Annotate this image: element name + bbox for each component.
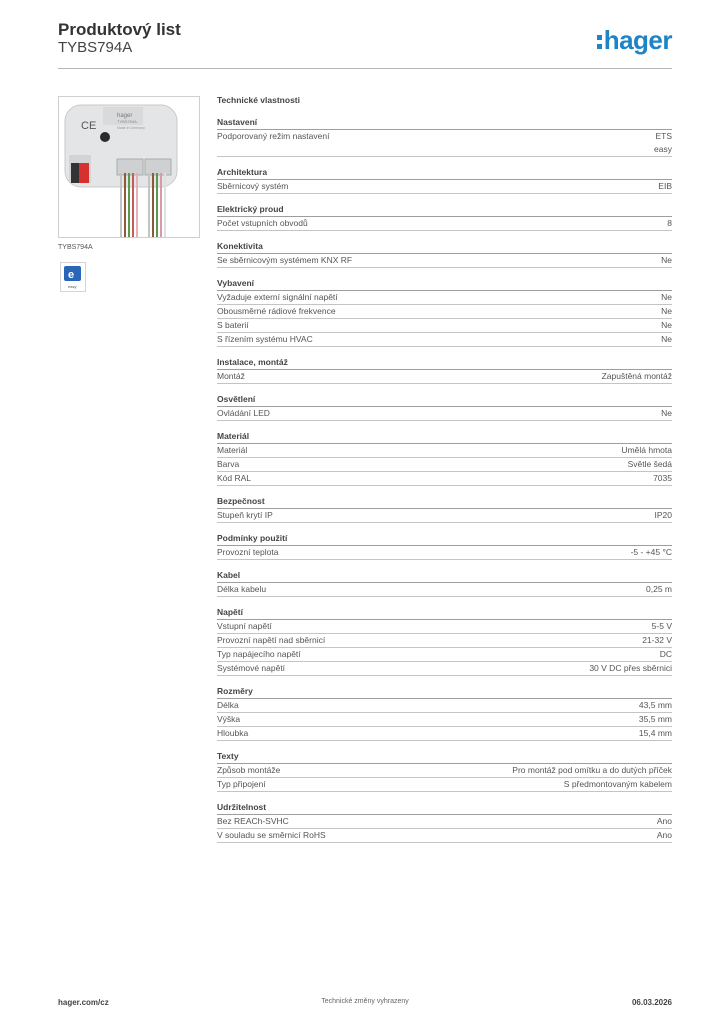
spec-row-label: Podporovaný režim nastavení bbox=[217, 131, 330, 141]
technical-specifications bbox=[217, 94, 672, 852]
page-footer bbox=[58, 998, 672, 1010]
header-divider bbox=[58, 68, 672, 69]
spec-row-label: Typ připojení bbox=[217, 779, 266, 789]
product-image bbox=[58, 96, 200, 238]
spec-group bbox=[217, 569, 672, 597]
logo-dots-icon bbox=[597, 35, 602, 49]
spec-row bbox=[217, 778, 672, 792]
spec-row-value: EIB bbox=[658, 181, 672, 191]
spec-groups bbox=[217, 116, 672, 843]
svg-text:e: e bbox=[68, 269, 75, 281]
footer-website-link[interactable]: hager.com/cz bbox=[58, 998, 109, 1007]
spec-row-value: Umělá hmota bbox=[621, 445, 672, 455]
spec-row-label: Stupeň krytí IP bbox=[217, 510, 273, 520]
spec-row-label: Hloubka bbox=[217, 728, 249, 738]
spec-row-value: 21-32 V bbox=[642, 635, 672, 645]
image-brand-text: hager bbox=[117, 113, 133, 119]
product-code-heading: TYBS794A bbox=[58, 39, 133, 56]
image-ce-text: CE bbox=[81, 120, 97, 132]
spec-title: Technické vlastnosti bbox=[217, 95, 300, 105]
spec-row bbox=[217, 407, 672, 421]
spec-row-label: Typ napájecího napětí bbox=[217, 649, 301, 659]
spec-row-label: Se sběrnicovým systémem KNX RF bbox=[217, 255, 353, 265]
spec-group bbox=[217, 356, 672, 384]
spec-row bbox=[217, 305, 672, 319]
spec-group-heading: Elektrický proud bbox=[217, 203, 672, 217]
spec-row-value: -5 - +45 °C bbox=[630, 547, 672, 557]
spec-group-heading: Rozměry bbox=[217, 685, 672, 699]
spec-row bbox=[217, 829, 672, 843]
document-title: Produktový list bbox=[58, 20, 181, 39]
spec-group bbox=[217, 532, 672, 560]
spec-row-value: Ano bbox=[656, 830, 672, 840]
spec-row bbox=[217, 634, 672, 648]
spec-row bbox=[217, 130, 672, 157]
spec-group bbox=[217, 750, 672, 792]
image-model-text: TYBS794A bbox=[117, 119, 137, 124]
spec-group bbox=[217, 166, 672, 194]
spec-row bbox=[217, 319, 672, 333]
spec-group-heading: Architektura bbox=[217, 166, 672, 180]
spec-row-value: DC bbox=[659, 649, 672, 659]
spec-row bbox=[217, 699, 672, 713]
spec-row-value: Ne bbox=[661, 306, 672, 316]
logo-text: hager bbox=[603, 25, 672, 55]
spec-row bbox=[217, 620, 672, 634]
spec-row-label: Montáž bbox=[217, 371, 245, 381]
spec-row-label: Výška bbox=[217, 714, 241, 724]
spec-row-label: Systémové napětí bbox=[217, 663, 286, 673]
spec-row bbox=[217, 509, 672, 523]
spec-group bbox=[217, 393, 672, 421]
spec-row-value: 30 V DC přes sběrnici bbox=[589, 663, 672, 673]
spec-group bbox=[217, 606, 672, 676]
spec-group bbox=[217, 240, 672, 268]
spec-row-value: IP20 bbox=[654, 510, 672, 520]
spec-row-label: Vstupní napětí bbox=[217, 621, 272, 631]
spec-row bbox=[217, 648, 672, 662]
spec-group bbox=[217, 685, 672, 741]
spec-row-label: Způsob montáže bbox=[217, 765, 281, 775]
spec-group-heading: Vybavení bbox=[217, 277, 672, 291]
spec-row-value: Pro montáž pod omítku a do dutých příček bbox=[512, 765, 672, 775]
image-made-text: Made in Germany bbox=[117, 126, 145, 130]
spec-group bbox=[217, 430, 672, 486]
spec-row bbox=[217, 370, 672, 384]
spec-row-label: Počet vstupních obvodů bbox=[217, 218, 308, 228]
spec-row-value: ETS easy bbox=[654, 131, 672, 154]
spec-group bbox=[217, 495, 672, 523]
spec-row bbox=[217, 472, 672, 486]
spec-row bbox=[217, 546, 672, 560]
spec-row-value: 43,5 mm bbox=[638, 700, 672, 710]
spec-row bbox=[217, 444, 672, 458]
spec-group-heading: Instalace, montáž bbox=[217, 356, 672, 370]
spec-row-label: Ovládání LED bbox=[217, 408, 270, 418]
spec-group-heading: Podmínky použití bbox=[217, 532, 672, 546]
spec-group bbox=[217, 116, 672, 157]
spec-row-label: S řízením systému HVAC bbox=[217, 334, 313, 344]
easy-logo-icon bbox=[61, 263, 85, 291]
spec-row-value: Ne bbox=[661, 408, 672, 418]
footer-notice: Technické změny vyhrazeny bbox=[321, 998, 409, 1005]
spec-group bbox=[217, 203, 672, 231]
spec-row bbox=[217, 217, 672, 231]
spec-row-value: 35,5 mm bbox=[638, 714, 672, 724]
spec-row bbox=[217, 291, 672, 305]
spec-row-label: V souladu se směrnicí RoHS bbox=[217, 830, 326, 840]
spec-row-label: Provozní teplota bbox=[217, 547, 279, 557]
spec-row bbox=[217, 583, 672, 597]
spec-row bbox=[217, 180, 672, 194]
easy-badge-text: easy bbox=[68, 284, 77, 289]
hager-logo bbox=[597, 26, 672, 54]
spec-row bbox=[217, 333, 672, 347]
spec-group-heading: Nastavení bbox=[217, 116, 672, 130]
spec-group bbox=[217, 277, 672, 347]
spec-row-value: 5-5 V bbox=[651, 621, 672, 631]
spec-row-label: Délka bbox=[217, 700, 239, 710]
spec-row bbox=[217, 458, 672, 472]
spec-row-label: Bez REACh-SVHC bbox=[217, 816, 289, 826]
spec-group-heading: Materiál bbox=[217, 430, 672, 444]
spec-row-label: Barva bbox=[217, 459, 240, 469]
spec-row bbox=[217, 662, 672, 676]
spec-group-heading: Texty bbox=[217, 750, 672, 764]
spec-group-heading: Udržitelnost bbox=[217, 801, 672, 815]
easy-badge bbox=[60, 262, 86, 292]
spec-row-value: Ne bbox=[661, 292, 672, 302]
spec-group-heading: Napětí bbox=[217, 606, 672, 620]
spec-row-label: Provozní napětí nad sběrnicí bbox=[217, 635, 326, 645]
spec-row-value: 8 bbox=[667, 218, 672, 228]
product-caption: TYBS794A bbox=[58, 244, 93, 251]
spec-row bbox=[217, 764, 672, 778]
spec-row bbox=[217, 727, 672, 741]
spec-row-value: Ne bbox=[661, 320, 672, 330]
page-header bbox=[58, 20, 672, 70]
spec-row-label: Obousměrné rádiové frekvence bbox=[217, 306, 336, 316]
product-photo-icon bbox=[59, 97, 199, 237]
spec-group-heading: Bezpečnost bbox=[217, 495, 672, 509]
spec-row-label: S baterií bbox=[217, 320, 249, 330]
spec-row-value: S předmontovaným kabelem bbox=[563, 779, 672, 789]
spec-row-label: Sběrnicový systém bbox=[217, 181, 289, 191]
footer-date: 06.03.2026 bbox=[631, 998, 672, 1007]
spec-row-value: Světle šedá bbox=[627, 459, 672, 469]
spec-row-label: Délka kabelu bbox=[217, 584, 267, 594]
spec-row-value: Ano bbox=[656, 816, 672, 826]
spec-row-value: 0,25 m bbox=[646, 584, 672, 594]
spec-row-label: Kód RAL bbox=[217, 473, 252, 483]
spec-row-value: Ne bbox=[661, 334, 672, 344]
spec-row-value: Zapuštěná montáž bbox=[601, 371, 672, 381]
spec-row-value: 7035 bbox=[653, 473, 672, 483]
spec-row-value: 15,4 mm bbox=[638, 728, 672, 738]
spec-group bbox=[217, 801, 672, 843]
spec-row-value: Ne bbox=[661, 255, 672, 265]
spec-row bbox=[217, 815, 672, 829]
spec-group-heading: Konektivita bbox=[217, 240, 672, 254]
spec-group-heading: Kabel bbox=[217, 569, 672, 583]
spec-row bbox=[217, 713, 672, 727]
spec-row-label: Materiál bbox=[217, 445, 248, 455]
spec-row-label: Vyžaduje externí signální napětí bbox=[217, 292, 338, 302]
spec-group-heading: Osvětlení bbox=[217, 393, 672, 407]
spec-row bbox=[217, 254, 672, 268]
